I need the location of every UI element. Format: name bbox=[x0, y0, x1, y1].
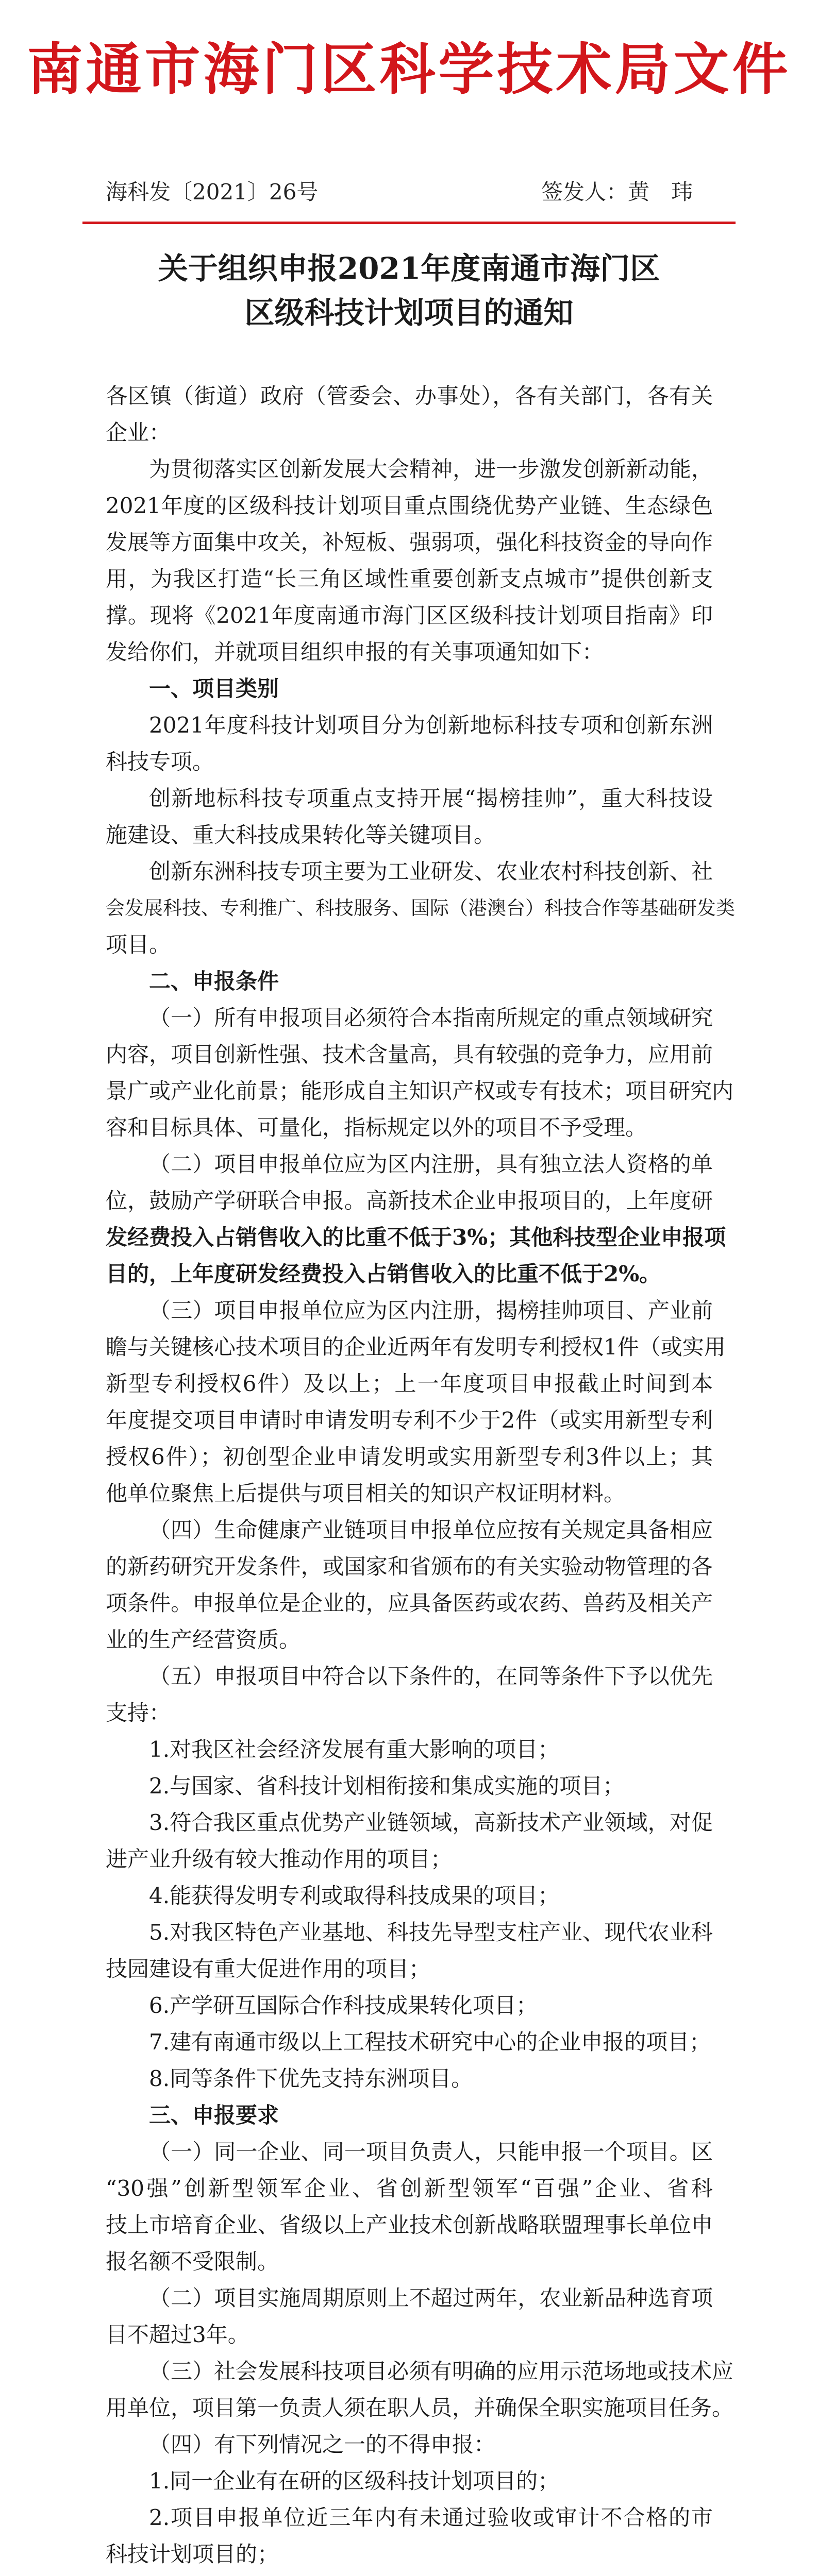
body-line: 报名额不受限制。 bbox=[106, 2249, 279, 2274]
body-line: 用单位，项目第一负责人须在职人员，并确保全职实施项目任务。 bbox=[106, 2395, 734, 2420]
list-item: 2.与国家、省科技计划相衔接和集成实施的项目； bbox=[149, 1773, 625, 1799]
signer: 签发人：黄 玮 bbox=[541, 179, 693, 205]
body-line: （一）同一企业、同一项目负责人，只能申报一个项目。区 bbox=[149, 2139, 713, 2164]
body-line: （四）生命健康产业链项目申报单位应按有关规定具备相应 bbox=[149, 1517, 713, 1543]
body-line: 技上市培育企业、省级以上产业技术创新战略联盟理事长单位申 bbox=[106, 2212, 713, 2238]
body-line: 2021年度科技计划项目分为创新地标科技专项和创新东洲 bbox=[149, 713, 713, 738]
body-line: 容和目标具体、可量化，指标规定以外的项目不予受理。 bbox=[106, 1115, 647, 1140]
body-line: （五）申报项目中符合以下条件的，在同等条件下予以优先 bbox=[149, 1664, 713, 1689]
body-line: （三）社会发展科技项目必须有明确的应用示范场地或技术应 bbox=[149, 2359, 734, 2384]
body-line: 会发展科技、专利推广、科技服务、国际（港澳台）科技合作等基础研发类 bbox=[106, 897, 735, 919]
body-line: （二）项目实施周期原则上不超过两年，农业新品种选育项 bbox=[149, 2285, 713, 2311]
body-line: 支持： bbox=[106, 1700, 171, 1725]
body-line: 技园建设有重大促进作用的项目； bbox=[106, 1956, 431, 1981]
body-line: 授权6件）；初创型企业申请发明或实用新型专利3件以上；其 bbox=[106, 1444, 713, 1469]
list-item: 8.同等条件下优先支持东洲项目。 bbox=[149, 2066, 473, 2091]
body-line: 的新药研究开发条件，或国家和省颁布的有关实验动物管理的各 bbox=[106, 1554, 713, 1579]
list-item: 4.能获得发明专利或取得科技成果的项目； bbox=[149, 1883, 560, 1908]
body-line: 业的生产经营资质。 bbox=[106, 1627, 301, 1652]
list-item: 3.符合我区重点优势产业链领域，高新技术产业领域，对促 bbox=[149, 1810, 713, 1835]
body-line: “30强”创新型领军企业、省创新型领军“百强”企业、省科 bbox=[106, 2176, 713, 2201]
body-line: 新型专利授权6件）及以上；上一年度项目申报截止时间到本 bbox=[106, 1371, 713, 1396]
body-line: 科技专项。 bbox=[106, 749, 214, 774]
body-line: 用，为我区打造“长三角区域性重要创新支点城市”提供创新支 bbox=[106, 566, 713, 591]
body-line: 为贯彻落实区创新发展大会精神，进一步激发创新新动能， bbox=[149, 456, 713, 482]
body-line: 进产业升级有较大推动作用的项目； bbox=[106, 1846, 453, 1872]
body-line: 位，鼓励产学研联合申报。高新技术企业申报项目的，上年度研 bbox=[106, 1188, 713, 1213]
body-line: 年度提交项目申请时申请发明专利不少于2件（或实用新型专利 bbox=[106, 1408, 713, 1433]
body-line: 施建设、重大科技成果转化等关键项目。 bbox=[106, 822, 496, 848]
list-item: 5.对我区特色产业基地、科技先导型支柱产业、现代农业科 bbox=[149, 1920, 713, 1945]
issuing-authority-title: 南通市海门区科学技术局文件 bbox=[27, 37, 791, 102]
body-line: 目的，上年度研发经费投入占销售收入的比重不低于2%。 bbox=[106, 1261, 661, 1286]
document-number: 海科发〔2021〕26号 bbox=[106, 179, 319, 205]
list-item: 7.建有南通市级以上工程技术研究中心的企业申报的项目； bbox=[149, 2029, 711, 2055]
body-line: 创新地标科技专项重点支持开展“揭榜挂帅”，重大科技设 bbox=[149, 786, 713, 811]
list-item: 1.同一企业有在研的区级科技计划项目的； bbox=[149, 2468, 560, 2494]
body-line: （一）所有申报项目必须符合本指南所规定的重点领域研究 bbox=[149, 1005, 713, 1030]
body-line: 他单位聚焦上后提供与项目相关的知识产权证明材料。 bbox=[106, 1481, 626, 1506]
body-line: 项目。 bbox=[106, 932, 171, 957]
body-line: （四）有下列情况之一的不得申报： bbox=[149, 2432, 496, 2457]
body-line: 发经费投入占销售收入的比重不低于3%；其他科技型企业申报项 bbox=[106, 1225, 726, 1250]
red-divider bbox=[82, 222, 736, 224]
body-line: 创新东洲科技专项主要为工业研发、农业农村科技创新、社 bbox=[149, 859, 713, 884]
notice-title-line-2: 区级科技计划项目的通知 bbox=[244, 295, 574, 330]
section-heading: 二、申报条件 bbox=[149, 969, 279, 994]
list-item: 6.产学研互国际合作科技成果转化项目； bbox=[149, 1993, 538, 2018]
body-line: 企业： bbox=[106, 420, 171, 445]
body-line: 2021年度的区级科技计划项目重点围绕优势产业链、生态绿色 bbox=[106, 493, 713, 518]
notice-title-line-1: 关于组织申报2021年度南通市海门区 bbox=[158, 251, 660, 286]
list-item: 1.对我区社会经济发展有重大影响的项目； bbox=[149, 1737, 560, 1762]
body-line: 撑。现将《2021年度南通市海门区区级科技计划项目指南》印 bbox=[106, 603, 713, 628]
list-item: 2.项目申报单位近三年内有未通过验收或审计不合格的市 bbox=[149, 2505, 713, 2530]
body-line: 景广或产业化前景；能形成自主知识产权或专有技术；项目研究内 bbox=[106, 1078, 734, 1104]
body-line: 瞻与关键核心技术项目的企业近两年有发明专利授权1件（或实用 bbox=[106, 1334, 726, 1360]
body-line: 内容，项目创新性强、技术含量高，具有较强的竞争力，应用前 bbox=[106, 1042, 713, 1067]
body-line: 各区镇（街道）政府（管委会、办事处），各有关部门，各有关 bbox=[106, 383, 713, 409]
body-line: 发展等方面集中攻关，补短板、强弱项，强化科技资金的导向作 bbox=[106, 530, 713, 555]
body-line: 科技计划项目的； bbox=[106, 2541, 279, 2567]
section-heading: 一、项目类别 bbox=[149, 676, 279, 701]
body-line: 项条件。申报单位是企业的，应具备医药或农药、兽药及相关产 bbox=[106, 1590, 713, 1616]
body-line: 发给你们，并就项目组织申报的有关事项通知如下： bbox=[106, 639, 604, 665]
body-line: （三）项目申报单位应为区内注册，揭榜挂帅项目、产业前 bbox=[149, 1298, 713, 1323]
section-heading: 三、申报要求 bbox=[149, 2103, 279, 2128]
body-line: 目不超过3年。 bbox=[106, 2322, 249, 2347]
body-line: （二）项目申报单位应为区内注册，具有独立法人资格的单 bbox=[149, 1151, 713, 1177]
